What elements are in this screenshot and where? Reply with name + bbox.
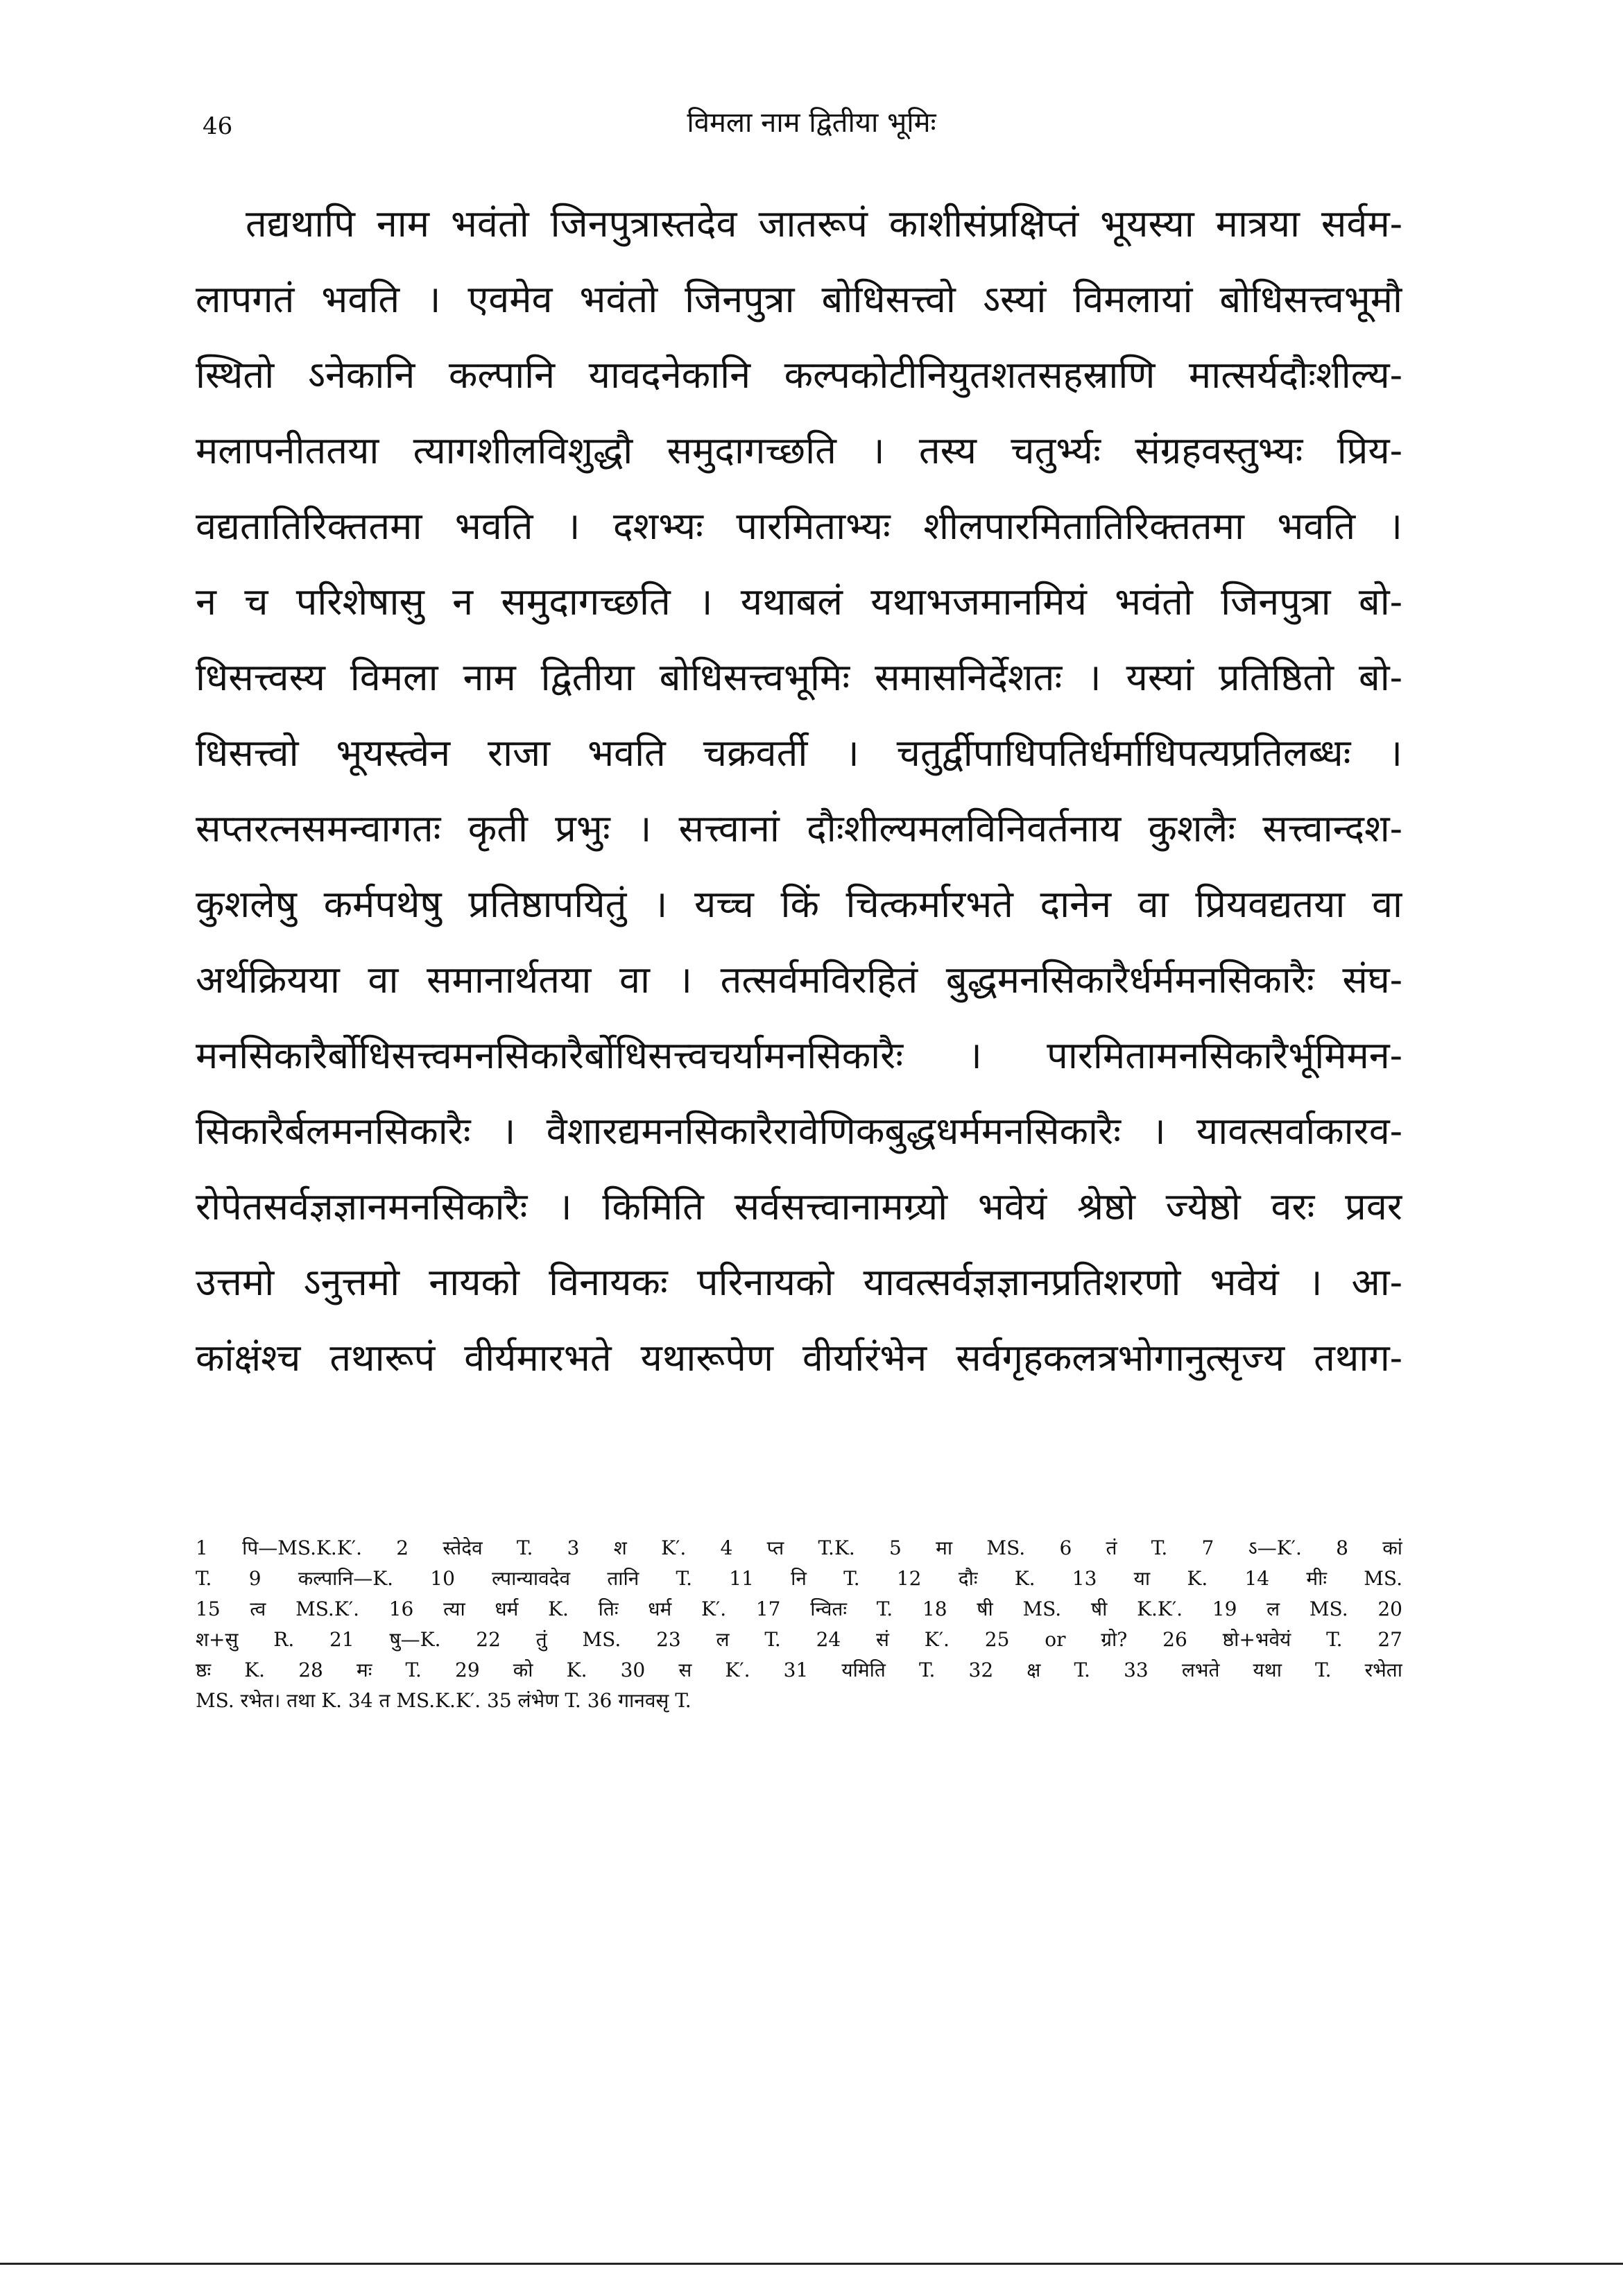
text-line: धिसत्त्वो भूयस्त्वेन राजा भवति चक्रवर्ती । चतुर्द्वीपाधिपतिर्धर्माधिपत्यप्रतिलब्धः ।: [196, 731, 1402, 775]
text-line: सप्तरत्नसमन्वागतः कृती प्रभुः । सत्त्वानां दौःशील्यमलविनिवर्तनाय कुशलैः सत्त्वान्दश-: [196, 807, 1402, 850]
text-line: लापगतं भवति । एवमेव भवंतो जिनपुत्रा बोधिसत्त्वो ऽस्यां विमलायां बोधिसत्त्वभूमौ: [196, 277, 1402, 321]
text-line: मनसिकारैर्बोधिसत्त्वमनसिकारैर्बोधिसत्त्वचर्यामनसिकारैः । पारमितामनसिकारैर्भूमिमन-: [196, 1034, 1402, 1077]
footnote-line: ष्ठः K. 28 मः T. 29 को K. 30 स K′. 31 यमिति T. 32 क्ष T. 33 लभते यथा T. रभेता: [196, 1659, 1402, 1681]
text-line: रोपेतसर्वज्ञज्ञानमनसिकारैः । किमिति सर्वसत्त्वानामग्र्यो भवेयं श्रेष्ठो ज्येष्ठो वरः प्रवर: [196, 1185, 1402, 1228]
text-line: सिकारैर्बलमनसिकारैः । वैशारद्यमनसिकारैरावेणिकबुद्धधर्ममनसिकारैः । यावत्सर्वाकारव-: [196, 1109, 1402, 1153]
running-head: विमला नाम द्वितीया भूमिः: [687, 107, 936, 139]
page-number: 46: [203, 112, 233, 140]
text-line: वद्यतातिरिक्ततमा भवति । दशभ्यः पारमिताभ्यः शीलपारमितातिरिक्ततमा भवति ।: [196, 504, 1402, 548]
footnote-line: T. 9 कल्पानि—K. 10 ल्पान्यावदेव तानि T. 11 नि T. 12 दौः K. 13 या K. 14 मीः MS.: [196, 1567, 1402, 1590]
footnote-line: 15 त्व MS.K′. 16 त्या धर्म K. तिः धर्म K′. 17 न्वितः T. 18 षी MS. षी K.K′. 19 ल MS. 20: [196, 1597, 1402, 1620]
text-line: कुशलेषु कर्मपथेषु प्रतिष्ठापयितुं । यच्च किं चित्कर्मारभते दानेन वा प्रियवद्यतया वा: [196, 882, 1402, 926]
text-line: न च परिशेषासु न समुदागच्छति । यथाबलं यथाभजमानमियं भवंतो जिनपुत्रा बो-: [196, 580, 1402, 624]
text-line: धिसत्त्वस्य विमला नाम द्वितीया बोधिसत्त्वभूमिः समासनिर्देशतः । यस्यां प्रतिष्ठितो बो-: [196, 656, 1402, 699]
footnote-line: 1 पि—MS.K.K′. 2 स्तेदेव T. 3 श K′. 4 प्त T.K. 5 मा MS. 6 तं T. 7 ऽ—K′. 8 कां: [196, 1536, 1402, 1559]
text-line: कांक्षंश्च तथारूपं वीर्यमारभते यथारूपेण वीर्यारंभेन सर्वगृहकलत्रभोगानुत्सृज्य तथाग-: [196, 1336, 1402, 1380]
footnote-line: श+सु R. 21 षु—K. 22 तुं MS. 23 ल T. 24 सं K′. 25 or ग्रो? 26 ष्ठो+भवेयं T. 27: [196, 1628, 1402, 1651]
footnote-line: MS. रभेत। तथा K. 34 त MS.K.K′. 35 लंभेण T. 36 गानवसृ T.: [196, 1689, 692, 1712]
footnotes: [196, 1533, 1402, 1716]
text-line: अर्थक्रियया वा समानार्थतया वा । तत्सर्वमविरहितं बुद्धमनसिकारैर्धर्ममनसिकारैः संघ-: [196, 958, 1402, 1002]
text-line: स्थितो ऽनेकानि कल्पानि यावदनेकानि कल्पकोटीनियुतशतसहस्राणि मात्सर्यदौःशील्य-: [196, 353, 1402, 397]
bottom-rule: [0, 2263, 1623, 2265]
text-line: उत्तमो ऽनुत्तमो नायको विनायकः परिनायको यावत्सर्वज्ञज्ञानप्रतिशरणो भवेयं । आ-: [196, 1260, 1402, 1304]
text-line: मलापनीततया त्यागशीलविशुद्धौ समुदागच्छति । तस्य चतुर्भ्यः संग्रहवस्तुभ्यः प्रिय-: [196, 429, 1402, 472]
text-line: तद्यथापि नाम भवंतो जिनपुत्रास्तदेव जातरूपं काशीसंप्रक्षिप्तं भूयस्या मात्रया सर्वम-: [246, 202, 1402, 246]
main-text: [196, 186, 1402, 1396]
